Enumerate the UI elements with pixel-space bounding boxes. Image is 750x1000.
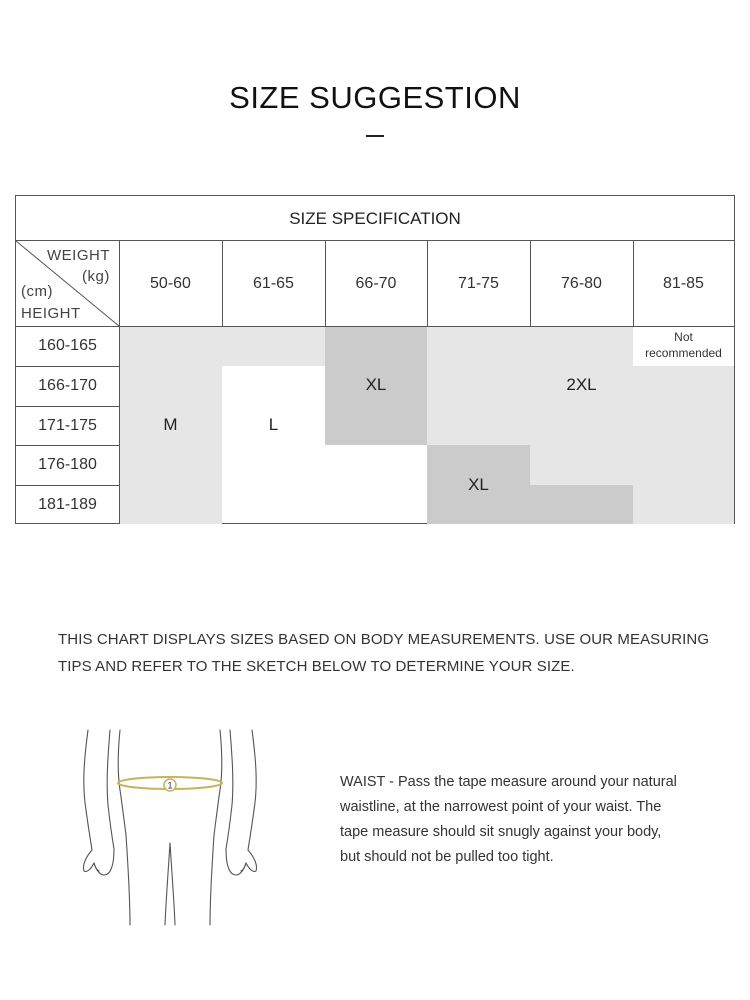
- size-region-xl-lower-ext: [530, 485, 633, 524]
- body-sketch-illustration: [70, 725, 270, 930]
- note-line: THIS CHART DISPLAYS SIZES BASED ON BODY MEASUREMENTS. USE OUR MEASURING: [58, 631, 710, 648]
- weight-col-header: 81-85: [663, 274, 704, 292]
- weight-col-header: 71-75: [458, 274, 499, 292]
- page-title: SIZE SUGGESTION: [229, 80, 521, 115]
- waist-marker-number: 1: [167, 780, 173, 791]
- size-region-2xl-row4: [530, 445, 633, 485]
- height-row-header: 171-175: [38, 416, 97, 434]
- waist-instructions: [340, 770, 720, 870]
- waist-line: tape measure should sit snugly against your body,: [340, 824, 662, 840]
- corner-height-label: HEIGHT: [21, 305, 81, 322]
- height-row-header: 181-189: [38, 495, 97, 513]
- header-bottom-line: [16, 326, 734, 327]
- waist-line: waistline, at the narrowest point of your waist. The: [340, 799, 662, 815]
- size-label-xl-upper: XL: [365, 375, 387, 394]
- size-label-2xl: 2XL: [566, 375, 597, 394]
- corner-height-unit: (cm): [21, 283, 53, 300]
- height-row-header: 176-180: [38, 456, 97, 473]
- size-label-xl-lower: XL: [468, 475, 489, 494]
- height-row-header: 160-165: [38, 337, 97, 354]
- corner-weight-unit: (kg): [82, 268, 110, 285]
- size-label-m: M: [163, 415, 178, 434]
- not-recommended-note: [633, 329, 734, 361]
- note-line: TIPS AND REFER TO THE SKETCH BELOW TO DETERMINE YOUR SIZE.: [58, 658, 575, 675]
- title-divider: [366, 135, 384, 137]
- size-region-2xl-right: [633, 366, 734, 524]
- not-recommended-line: Not: [674, 330, 693, 344]
- corner-weight-label: WEIGHT: [47, 247, 110, 264]
- weight-col-header: 61-65: [253, 274, 294, 292]
- size-region-m-overflow: [222, 326, 325, 366]
- weight-col-header: 50-60: [150, 274, 191, 292]
- height-row-header: 166-170: [38, 377, 97, 394]
- table-title: SIZE SPECIFICATION: [16, 196, 734, 241]
- size-label-l: L: [268, 415, 279, 434]
- waist-line: WAIST - Pass the tape measure around your natural: [340, 774, 677, 790]
- measurement-note: [58, 626, 718, 680]
- weight-col-header: 66-70: [355, 274, 397, 292]
- not-recommended-line: recommended: [645, 346, 722, 360]
- weight-col-header: 76-80: [561, 274, 602, 292]
- waist-line: but should not be pulled too tight.: [340, 849, 554, 865]
- size-table: [15, 195, 735, 524]
